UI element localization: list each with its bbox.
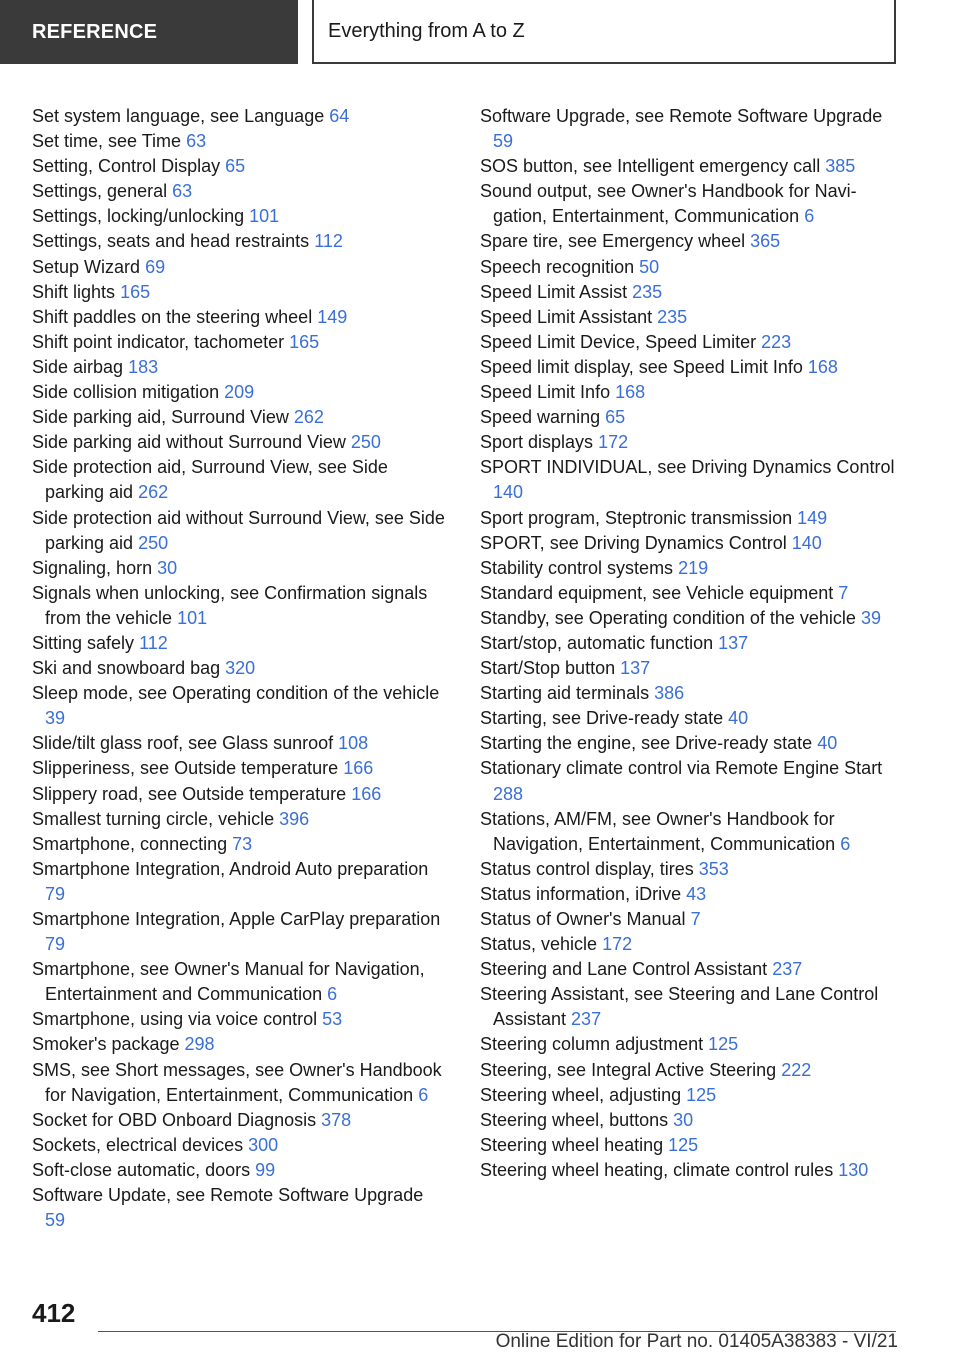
page-link[interactable]: 250: [350, 432, 381, 453]
page-link[interactable]: 237: [571, 1009, 602, 1030]
index-entry-text: Stability control systems: [480, 557, 674, 578]
index-entry: [480, 606, 900, 631]
index-entry-text: Side airbag: [32, 356, 124, 377]
index-entry-text: Steering wheel, adjusting: [480, 1084, 682, 1105]
index-entry: [480, 957, 900, 982]
index-entry: [480, 1032, 900, 1057]
index-entry-text: Standby, see Operating condition of the vehicle: [480, 607, 856, 628]
index-entry-text: Sockets, electrical devices: [32, 1134, 244, 1155]
index-entry: [32, 405, 448, 430]
page-link[interactable]: 6: [327, 984, 338, 1005]
index-entry-text: Speed warning: [480, 407, 601, 428]
page-link[interactable]: 262: [293, 407, 324, 428]
index-entry-text: Sleep mode, see Operating condition of the vehicle: [32, 683, 440, 704]
index-entry-text: Signals when unlocking, see Confirmation signals from the vehicle: [32, 582, 428, 628]
page-link[interactable]: 30: [673, 1109, 694, 1130]
index-entry: [32, 1158, 448, 1183]
index-entry: [32, 631, 448, 656]
index-entry: [480, 1058, 900, 1083]
page-link[interactable]: 39: [860, 607, 881, 628]
index-entry: [32, 104, 448, 129]
page-link[interactable]: 365: [750, 231, 781, 252]
chapter-title: Everything from A to Z: [328, 19, 525, 42]
page-link[interactable]: 6: [418, 1084, 429, 1105]
index-entry: [480, 531, 900, 556]
edition-note: Online Edition for Part no. 01405A38383 - VI/21: [495, 1331, 898, 1352]
page-link[interactable]: 262: [138, 482, 169, 503]
index-entry-text: Starting the engine, see Drive-ready state: [480, 733, 813, 754]
index-entry-text: Status, vehicle: [480, 934, 598, 955]
page-link[interactable]: 237: [772, 959, 803, 980]
index-entry-text: Sport program, Steptronic transmission: [480, 507, 793, 528]
index-entry: [480, 280, 900, 305]
page-link[interactable]: 69: [145, 256, 166, 277]
index-entry: [32, 330, 448, 355]
page-link[interactable]: 79: [45, 883, 66, 904]
index-entry-text: Ski and snowboard bag: [32, 658, 221, 679]
page-link[interactable]: 125: [668, 1134, 699, 1155]
page-link[interactable]: 172: [602, 934, 633, 955]
index-entry: [32, 154, 448, 179]
page-link[interactable]: 130: [838, 1159, 869, 1180]
index-entry: [32, 656, 448, 681]
index-entry-text: Smartphone, see Owner's Manual for Navigation, Entertainment and Communication: [32, 959, 425, 1005]
page-link[interactable]: 172: [598, 432, 629, 453]
index-entry-text: Shift point indicator, tachometer: [32, 331, 285, 352]
page-link[interactable]: 65: [225, 156, 246, 177]
page-link[interactable]: 223: [761, 331, 792, 352]
page-link[interactable]: 112: [139, 632, 168, 653]
index-entry-text: Slide/tilt glass roof, see Glass sunroof: [32, 733, 334, 754]
index-entry: [32, 957, 448, 1007]
index-entry: [480, 807, 900, 857]
index-entry: [480, 104, 900, 154]
index-entry-text: SOS button, see Intelligent emergency call: [480, 156, 821, 177]
index-entry: [480, 255, 900, 280]
index-entry: [480, 681, 900, 706]
index-entry: [480, 581, 900, 606]
index-entry: [480, 330, 900, 355]
index-entry-text: Signaling, horn: [32, 557, 153, 578]
index-entry: [480, 932, 900, 957]
index-entry: [32, 229, 448, 254]
index-entry: [480, 1083, 900, 1108]
index-entry-text: Smartphone Integration, Android Auto preparation: [32, 858, 429, 879]
index-entry: [480, 631, 900, 656]
index-entry: [32, 1133, 448, 1158]
section-title: REFERENCE: [32, 20, 158, 43]
page-link[interactable]: 168: [807, 356, 838, 377]
index-entry: [32, 832, 448, 857]
page-link[interactable]: 209: [224, 382, 255, 403]
index-entry-text: Slipperiness, see Outside temperature: [32, 758, 339, 779]
page-link[interactable]: 166: [351, 783, 382, 804]
page-link[interactable]: 149: [797, 507, 828, 528]
index-entry: [480, 229, 900, 254]
page-link[interactable]: 298: [184, 1034, 215, 1055]
index-entry: [32, 1183, 448, 1233]
index-entry-text: Socket for OBD Onboard Diagnosis: [32, 1109, 317, 1130]
page-link[interactable]: 63: [172, 181, 193, 202]
page-link[interactable]: 396: [279, 808, 310, 829]
index-entry-text: Starting aid terminals: [480, 683, 650, 704]
index-entry-text: Speed Limit Assist: [480, 281, 628, 302]
index-entry: [32, 907, 448, 957]
index-entry: [480, 1133, 900, 1158]
page-link[interactable]: 30: [157, 557, 178, 578]
index-entry: [480, 1158, 900, 1183]
index-entry-text: Setup Wizard: [32, 256, 141, 277]
index-entry: [32, 204, 448, 229]
page-link[interactable]: 219: [678, 557, 709, 578]
page-link[interactable]: 101: [177, 607, 208, 628]
index-entry: [480, 305, 900, 330]
index-entry-text: Stationary climate control via Remote Engine Start: [480, 758, 883, 779]
index-entry-text: Steering wheel heating, climate control rules: [480, 1159, 834, 1180]
index-column-left: [32, 104, 448, 1233]
index-entry-text: Start/stop, automatic function: [480, 632, 714, 653]
index-entry: [480, 179, 900, 229]
index-entry-text: Smallest turning circle, vehicle: [32, 808, 275, 829]
index-entry: [32, 581, 448, 631]
index-entry-text: Sound output, see Owner's Handbook for Navigation, Entertainment, Communication: [480, 181, 857, 227]
index-entry-text: Slippery road, see Outside temperature: [32, 783, 347, 804]
page-link[interactable]: 183: [128, 356, 159, 377]
index-entry: [32, 1007, 448, 1032]
page-link[interactable]: 235: [632, 281, 663, 302]
page-link[interactable]: 43: [686, 883, 707, 904]
index-entry: [32, 179, 448, 204]
index-entry-text: Status information, iDrive: [480, 883, 682, 904]
index-entry-text: Speed Limit Assistant: [480, 306, 653, 327]
page-link[interactable]: 300: [248, 1134, 279, 1155]
index-entry-text: Speech recognition: [480, 256, 635, 277]
index-entry: [480, 706, 900, 731]
page-link[interactable]: 59: [45, 1210, 66, 1231]
page-link[interactable]: 149: [317, 306, 348, 327]
index-entry: [480, 982, 900, 1032]
page-link[interactable]: 288: [493, 783, 524, 804]
page-link[interactable]: 79: [45, 934, 66, 955]
index-entry-text: Side parking aid, Surround View: [32, 407, 289, 428]
index-entry-text: Speed limit display, see Speed Limit Info: [480, 356, 803, 377]
page-link[interactable]: 165: [289, 331, 320, 352]
page-link[interactable]: 165: [120, 281, 151, 302]
page-link[interactable]: 40: [817, 733, 838, 754]
index-entry: [480, 907, 900, 932]
page-link[interactable]: 378: [321, 1109, 352, 1130]
index-entry-text: Sitting safely: [32, 632, 135, 653]
index-entry: [480, 756, 900, 806]
index-entry: [32, 506, 448, 556]
page-link[interactable]: 112: [314, 231, 343, 252]
page-link[interactable]: 7: [690, 909, 701, 929]
page-link[interactable]: 39: [45, 708, 66, 729]
page-link[interactable]: 137: [620, 658, 651, 679]
index-entry-text: Side collision mitigation: [32, 382, 220, 403]
index-entry: [32, 129, 448, 154]
index-entry-text: Sport displays: [480, 432, 594, 453]
index-entry-text: Speed Limit Info: [480, 382, 611, 403]
page-link[interactable]: 140: [493, 482, 524, 503]
index-entry-text: Setting, Control Display: [32, 156, 221, 177]
page-link[interactable]: 353: [698, 858, 729, 879]
page-link[interactable]: 40: [728, 708, 749, 729]
index-entry-text: Steering Assistant, see Steering and Lane Control Assistant: [480, 984, 879, 1030]
index-entry: [32, 556, 448, 581]
page-link[interactable]: 7: [838, 582, 849, 603]
index-entry: [32, 305, 448, 330]
page-link[interactable]: 125: [708, 1034, 739, 1055]
index-entry: [480, 154, 900, 179]
index-entry-text: SPORT, see Driving Dynamics Control: [480, 532, 787, 553]
index-entry-text: Steering and Lane Control Assistant: [480, 959, 768, 980]
page-link[interactable]: 50: [639, 256, 660, 277]
index-entry: [32, 430, 448, 455]
index-entry-text: SPORT INDIVIDUAL, see Driving Dynamics Control: [480, 457, 895, 478]
page-link[interactable]: 73: [232, 833, 253, 854]
page-link[interactable]: 235: [657, 306, 688, 327]
index-entry: [32, 380, 448, 405]
page-link[interactable]: 168: [615, 382, 646, 403]
index-entry: [32, 280, 448, 305]
index-entry-text: Stations, AM/FM, see Owner's Handbook for Navigation, Entertainment, Communication: [480, 808, 836, 854]
index-entry: [32, 1108, 448, 1133]
index-entry: [480, 355, 900, 380]
index-entry-text: Set system language, see Language: [32, 106, 325, 126]
index-entry-text: Set time, see Time: [32, 131, 182, 152]
index-entry-text: SMS, see Short messages, see Owner's Handbook for Navigation, Entertainment, Communication: [32, 1059, 442, 1105]
index-entry-text: Soft-close automatic, doors: [32, 1159, 251, 1180]
page-link[interactable]: 140: [791, 532, 822, 553]
page-link[interactable]: 137: [718, 632, 749, 653]
index-entry-text: Speed Limit Device, Speed Limiter: [480, 331, 757, 352]
index-entry-text: Starting, see Drive-ready state: [480, 708, 724, 729]
index-entry: [32, 1058, 448, 1108]
page-link[interactable]: 59: [493, 131, 514, 152]
index-entry: [480, 380, 900, 405]
page-link[interactable]: 250: [138, 532, 169, 553]
page-link[interactable]: 6: [804, 206, 815, 227]
index-entry: [480, 656, 900, 681]
index-entry-text: Smartphone Integration, Apple CarPlay preparation: [32, 909, 441, 929]
index-entry-text: Status control display, tires: [480, 858, 694, 879]
index-entry: [480, 1108, 900, 1133]
index-entry-text: Side protection aid without Surround View, see Side parking aid: [32, 507, 445, 553]
index-entry: [480, 455, 900, 505]
index-entry-text: Start/Stop button: [480, 658, 616, 679]
index-entry-text: Settings, general: [32, 181, 168, 202]
page-link[interactable]: 108: [338, 733, 369, 754]
page-link[interactable]: 385: [825, 156, 856, 177]
chapter-header: [312, 0, 896, 64]
index-entry: [32, 782, 448, 807]
page-link[interactable]: 65: [605, 407, 626, 428]
index-entry: [32, 255, 448, 280]
page-link[interactable]: 166: [343, 758, 374, 779]
page-link[interactable]: 320: [225, 658, 256, 679]
page-link[interactable]: 101: [249, 206, 280, 227]
index-entry-text: Shift paddles on the steering wheel: [32, 306, 313, 327]
page-link[interactable]: 6: [840, 833, 851, 854]
index-entry: [480, 405, 900, 430]
index-entry-text: Spare tire, see Emergency wheel: [480, 231, 746, 252]
index-entry: [32, 731, 448, 756]
page-number: 412: [32, 1298, 76, 1328]
index-entry: [32, 455, 448, 505]
index-entry: [480, 857, 900, 882]
index-entry-text: Steering wheel heating: [480, 1134, 664, 1155]
page-link[interactable]: 386: [654, 683, 685, 704]
index-entry-text: Settings, locking/unlocking: [32, 206, 245, 227]
index-entry: [32, 355, 448, 380]
index-entry: [32, 857, 448, 907]
index-entry-text: Software Update, see Remote Software Upgrade: [32, 1185, 424, 1206]
index-entry: [480, 882, 900, 907]
index-entry-text: Software Upgrade, see Remote Software Upgrade: [480, 106, 883, 126]
index-entry-text: Steering wheel, buttons: [480, 1109, 669, 1130]
index-entry-text: Steering, see Integral Active Steering: [480, 1059, 777, 1080]
index-entry: [32, 681, 448, 731]
index-entry-text: Steering column adjustment: [480, 1034, 704, 1055]
page-link[interactable]: 99: [255, 1159, 276, 1180]
page-link[interactable]: 64: [329, 106, 350, 126]
index-entry-text: Smoker's package: [32, 1034, 180, 1055]
index-entry-text: Side parking aid without Surround View: [32, 432, 346, 453]
index-entry: [32, 756, 448, 781]
index-entry-text: Smartphone, connecting: [32, 833, 228, 854]
index-entry-text: Status of Owner's Manual: [480, 909, 686, 929]
index-entry: [32, 1032, 448, 1057]
index-column-right: [480, 104, 900, 1183]
index-entry: [32, 807, 448, 832]
index-entry: [480, 506, 900, 531]
index-entry-text: Smartphone, using via voice control: [32, 1009, 318, 1030]
page-link[interactable]: 63: [186, 131, 207, 152]
index-entry: [480, 556, 900, 581]
index-entry: [480, 731, 900, 756]
index-entry-text: Shift lights: [32, 281, 116, 302]
index-entry-text: Settings, seats and head restraints: [32, 231, 310, 252]
page-link[interactable]: 53: [322, 1009, 343, 1030]
index-entry-text: Side protection aid, Surround View, see Side parking aid: [32, 457, 388, 503]
index-entry-text: Standard equipment, see Vehicle equipment: [480, 582, 834, 603]
section-header: [0, 0, 298, 64]
page-link[interactable]: 125: [686, 1084, 717, 1105]
index-entry: [480, 430, 900, 455]
page-link[interactable]: 222: [781, 1059, 812, 1080]
